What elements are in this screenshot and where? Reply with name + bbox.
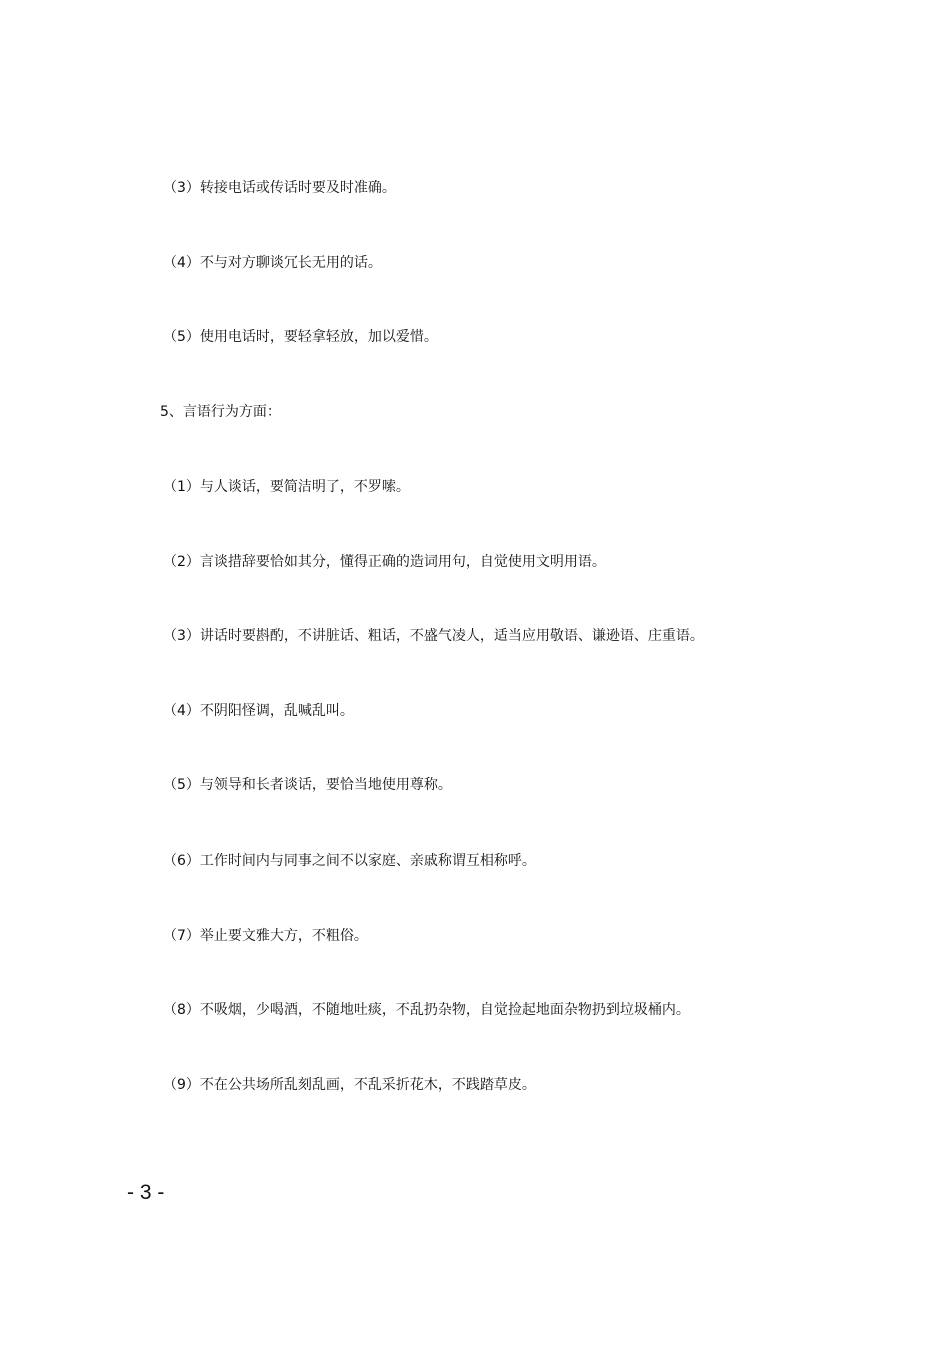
phone-rule-3: （3）转接电话或传话时要及时准确。 [163, 180, 396, 196]
speech-rule-8: （8）不吸烟，少喝酒，不随地吐痰，不乱扔杂物，自觉捡起地面杂物扔到垃圾桶内。 [163, 1002, 690, 1018]
speech-rule-1: （1）与人谈话，要简洁明了，不罗嗦。 [163, 479, 410, 495]
speech-rule-5: （5）与领导和长者谈话，要恰当地使用尊称。 [163, 777, 452, 793]
speech-rule-2: （2）言谈措辞要恰如其分，懂得正确的造词用句，自觉使用文明用语。 [163, 554, 606, 570]
speech-rule-4: （4）不阴阳怪调，乱喊乱叫。 [163, 703, 354, 719]
speech-rule-7: （7）举止要文雅大方，不粗俗。 [163, 928, 368, 944]
phone-rule-4: （4）不与对方聊谈冗长无用的话。 [163, 255, 382, 271]
speech-rule-3: （3）讲话时要斟酌，不讲脏话、粗话，不盛气凌人，适当应用敬语、谦逊语、庄重语。 [163, 628, 704, 644]
section-heading-speech-behavior: 5、言语行为方面： [160, 404, 281, 420]
speech-rule-9: （9）不在公共场所乱刻乱画，不乱采折花木，不践踏草皮。 [163, 1077, 536, 1093]
speech-rule-6: （6）工作时间内与同事之间不以家庭、亲戚称谓互相称呼。 [163, 853, 536, 869]
page-number: - 3 - [127, 1181, 165, 1204]
phone-rule-5: （5）使用电话时，要轻拿轻放，加以爱惜。 [163, 329, 438, 345]
